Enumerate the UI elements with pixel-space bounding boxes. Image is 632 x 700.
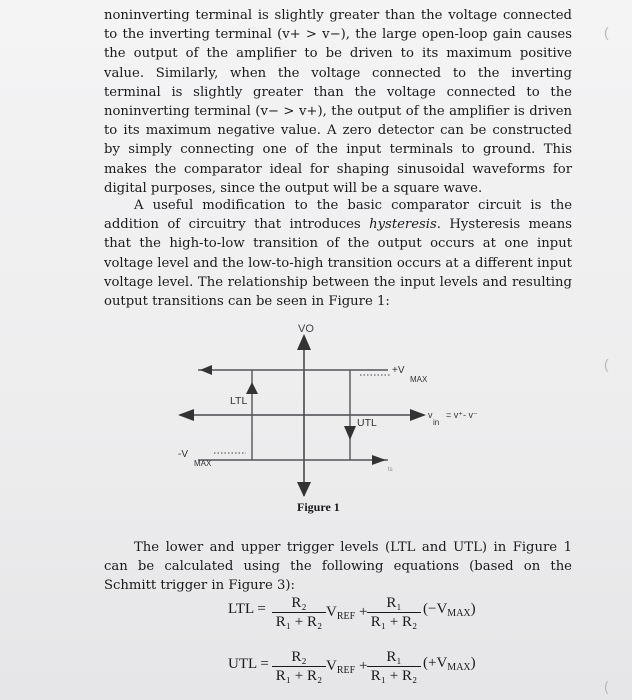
utl-fraction-1: $\frac{\text{R₂}}{\text{R₁ + R₂}}$ (272, 650, 326, 684)
vo-axis-label: VO (298, 323, 314, 335)
vin-axis-arrow-left (178, 409, 194, 421)
neg-vmax-subscript: MAX (194, 459, 212, 468)
ltl-vref-term: $V_{REF}$ + (326, 604, 368, 622)
vin-axis-arrow-right (410, 409, 426, 421)
ltl-fraction-1: $\frac{\text{R₂}}{\text{R₁ + R₂}}$ (272, 596, 326, 630)
figure-caption: Figure 1 (297, 500, 340, 514)
hysteresis-term: hysteresis (369, 217, 437, 233)
ltl-fraction-2: $\frac{\text{R₁}}{\text{R₁ + R₂}}$ (367, 596, 421, 630)
vin-symbol: v (428, 410, 433, 420)
utl-vref-term: $V_{REF}$ + (326, 658, 368, 676)
ltl-label: LTL (230, 395, 248, 407)
paragraph-comparator-operation: noninverting terminal is slightly greater than the voltage connected to the inverting terminal (v+ > v−), the large open-loop gain causes the output of the amplifier to be driven to its maximum positive value. Similarly, when the voltage connected to the inverting terminal is slightly greater than the voltage connected to the noninverting terminal (v− > v+), the output of the amplifier is driven to its maximum negative value. A zero detector can be constructed by simply connecting one of the input terminals to ground. This makes the comparator ideal for shaping sinusoidal waveforms for digital purposes, since the output will be a square wave. (104, 8, 572, 196)
paragraph-hysteresis: A useful modification to the basic comparator circuit is the addition of circuitry that introduces hysteresis. Hysteresis means that the high-to-low transition of the output occurs at one input voltage level and the low-to-high transition occurs at a different input voltage level. The relationship between the input levels and resulting output transitions can be seen in Figure 1: (104, 198, 572, 310)
tiny-scribble-mark: ts (388, 467, 393, 473)
vin-subscript: in (433, 418, 440, 427)
pos-vmax-subscript: MAX (410, 375, 428, 384)
utl-equation-lhs: UTL = (228, 656, 269, 672)
vin-definition: = v⁺- v⁻ (446, 410, 478, 420)
utl-label: UTL (357, 417, 377, 429)
paragraph-trigger-levels: The lower and upper trigger levels (LTL and UTL) in Figure 1 can be calculated using the following equations (based on the Schmitt trigger in Figure 3): (104, 540, 572, 594)
ltl-arrow-up (246, 382, 258, 394)
ltl-equation-lhs: LTL = (228, 601, 266, 617)
vo-axis-arrow-up (297, 334, 311, 350)
utl-arrow-down (344, 426, 356, 440)
upper-level-arrow-left (200, 365, 212, 375)
margin-paren-mark-2: ( (604, 356, 609, 372)
neg-vmax-label: -V (178, 449, 188, 460)
margin-paren-mark-1: ( (604, 24, 609, 40)
pos-vmax-label: +V (392, 365, 405, 376)
vo-axis-arrow-down (297, 482, 311, 497)
ltl-vmax-term: $(-V_{MAX})$ (423, 601, 476, 619)
utl-fraction-2: $\frac{\text{R₁}}{\text{R₁ + R₂}}$ (367, 650, 421, 684)
margin-paren-mark-3: ( (604, 678, 609, 694)
lower-level-arrow-right (372, 455, 386, 465)
utl-vmax-term: $(+V_{MAX})$ (423, 655, 476, 673)
